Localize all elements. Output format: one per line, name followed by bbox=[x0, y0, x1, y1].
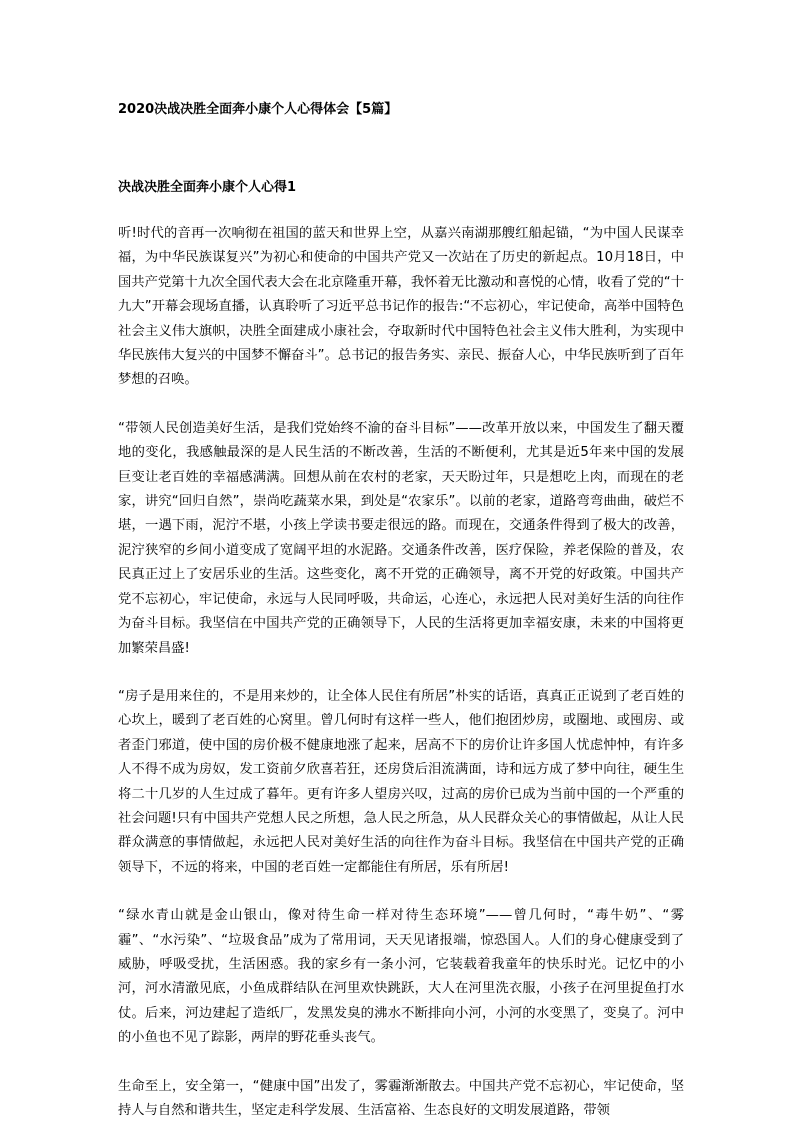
paragraph-5: 生命至上，安全第一，“健康中国”出发了，雾霾渐渐散去。中国共产党不忘初心，牢记使命，坚持人与自然和谐共生，坚定走科学发展、生活富裕、生态良好的文明发展道路，带领 bbox=[118, 1078, 684, 1118]
section-heading: 决战决胜全面奔小康个人心得1 bbox=[118, 180, 297, 195]
body-text bbox=[118, 222, 684, 1147]
paragraph-3: “房子是用来住的，不是用来炒的，让全体人民住有所居”朴实的话语，真真正正说到了老百姓的心坎上，暖到了老百姓的心窝里。曾几何时有这样一些人，他们抱团炒房，或圈地、或囤房、或者歪门邪道，使中国的房价极不健康地涨了起来，居高不下的房价让许多国人忧虑忡忡，有许多人不得不成为房奴，发工资前夕欣喜若狂，还房贷后泪流满面，诗和远方成了梦中向往，硬生生将二十几岁的人生过成了暮年。更有许多人望房兴叹，过高的房价已成为当前中国的一个严重的社会问题!只有中国共产党想人民之所想，急人民之所急，从人民群众关心的事情做起，从让人民群众满意的事情做起，永远把人民对美好生活的向往作为奋斗目标。我坚信在中国共产党的正确领导下，不远的将来，中国的老百姓一定都能住有所居，乐有所居! bbox=[118, 688, 684, 875]
paragraph-4: “绿水青山就是金山银山，像对待生命一样对待生态环境”——曾几何时，“毒牛奶”、“雾霾”、“水污染”、“垃圾食品”成为了常用词，天天见诸报端，惊恐国人。人们的身心健康受到了威胁，呼吸受扰，生活困惑。我的家乡有一条小河，它装载着我童年的快乐时光。记忆中的小河，河水清澈见底，小鱼成群结队在河里欢快跳跃，大人在河里洗衣服，小孩子在河里捉鱼打水仗。后来，河边建起了造纸厂，发黑发臭的沸水不断排向小河，小河的水变黑了，变臭了。河中的小鱼也不见了踪影，两岸的野花垂头丧气。 bbox=[118, 908, 684, 1046]
paragraph-1: 听!时代的音再一次响彻在祖国的蓝天和世界上空，从嘉兴南湖那艘红船起锚，“为中国人民谋幸福，为中华民族谋复兴”为初心和使命的中国共产党又一次站在了历史的新起点。10月18日，中国共产党第十九次全国代表大会在北京隆重开幕，我怀着无比激动和喜悦的心情，收看了党的“十九大”开幕会现场直播，认真聆听了习近平总书记作的报告:“不忘初心，牢记使命，高举中国特色社会主义伟大旗帜，决胜全面建成小康社会，夺取新时代中国特色社会主义伟大胜利，为实现中华民族伟大复兴的中国梦不懈奋斗”。总书记的报告务实、亲民、振奋人心，中华民族听到了百年梦想的召唤。 bbox=[118, 226, 684, 388]
document-title: 2020决战决胜全面奔小康个人心得体会【5篇】 bbox=[118, 102, 398, 117]
paragraph-2: “带领人民创造美好生活，是我们党始终不渝的奋斗目标”——改革开放以来，中国发生了翻天覆地的变化，我感触最深的是人民生活的不断改善，生活的不断便利，尤其是近5年来中国的发展巨变让老百姓的幸福感满满。回想从前在农村的老家，天天盼过年，只是想吃上肉，而现在的老家，讲究“回归自然”，崇尚吃蔬菜水果，到处是“农家乐”。以前的老家，道路弯弯曲曲，破烂不堪，一遇下雨，泥泞不堪，小孩上学读书要走很远的路。而现在，交通条件得到了极大的改善，泥泞狭窄的乡间小道变成了宽阔平坦的水泥路。交通条件改善，医疗保险，养老保险的普及，农民真正过上了安居乐业的生活。这些变化，离不开党的正确领导，离不开党的好政策。中国共产党不忘初心，牢记使命，永远与人民同呼吸，共命运，心连心，永远把人民对美好生活的向往作为奋斗目标。我坚信在中国共产党的正确领导下，人民的生活将更加幸福安康，未来的中国将更加繁荣昌盛! bbox=[118, 420, 684, 656]
